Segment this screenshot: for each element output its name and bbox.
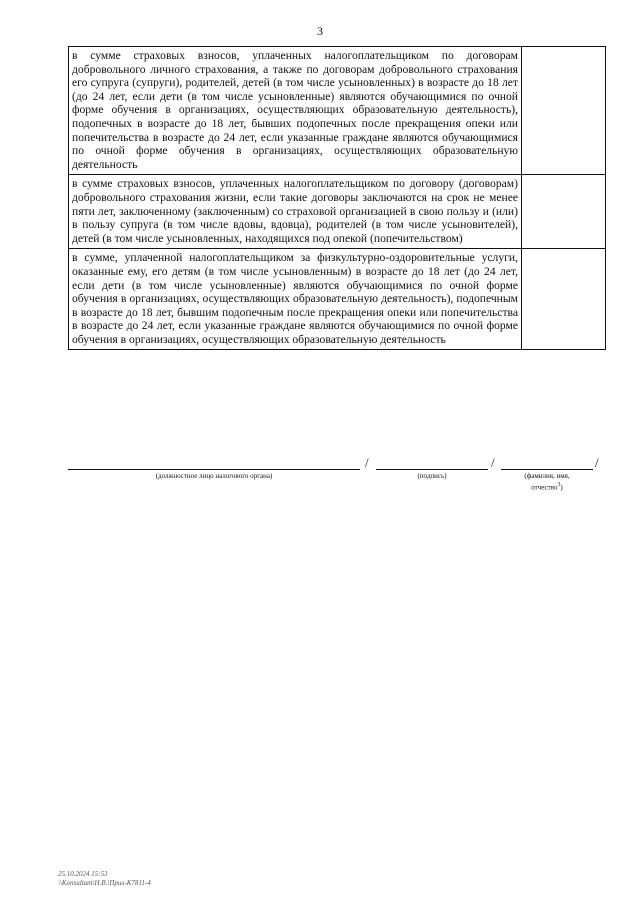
name-caption-close: ) — [560, 483, 563, 492]
official-caption: (должностное лицо налогового органа) — [155, 472, 273, 480]
name-caption-line2: отчество — [531, 483, 558, 492]
deduction-description: в сумме страховых взносов, уплаченных налогоплательщиком по договору (договорам) добровольного страхования жизни, если такие договоры заключаются на срок не менее пяти лет, заключенному (заключенным) со страховой организацией в свою пользу и (или) в пользу супруга (в том числе вдовы, вдовца), родителей (в том числе усыновителей), детей (в том числе усыновленных, находящихся под опекой (попечительством) — [69, 175, 522, 249]
separator-slash: / — [491, 455, 495, 470]
name-line — [501, 469, 593, 470]
separator-slash: / — [595, 455, 599, 470]
name-caption-line1: (фамилия, имя, — [524, 472, 570, 480]
signature-line — [376, 469, 488, 470]
official-signature-line — [68, 469, 360, 470]
name-caption — [501, 472, 593, 492]
table-row — [69, 47, 606, 175]
footnote-marker: 3 — [557, 482, 561, 488]
deduction-amount-cell — [522, 249, 606, 350]
deductions-table — [68, 46, 606, 350]
deduction-description: в сумме страховых взносов, уплаченных налогоплательщиком по договорам добровольного личного страхования, а также по договорам добровольного страхования его супруга (супруги), родителей, детей (в том числе усыновленных) в возрасте до 18 лет (до 24 лет, если дети (в том числе усыновленные) являются обучающимися по очной форме обучения в организациях, осуществляющих образовательную деятельность), подопечных в возрасте до 18 лет, бывших подопечных после прекращения опеки или попечительства в возрасте до 24 лет, если указанные граждане являются обучающимися по очной форме обучения в организациях, осуществляющих образовательную деятельность — [69, 47, 522, 175]
signature-caption: (подпись) — [417, 472, 447, 480]
deduction-amount-cell — [522, 175, 606, 249]
page-number: 3 — [317, 24, 323, 38]
footer-stamp — [58, 870, 151, 888]
separator-slash: / — [365, 455, 369, 470]
footer-doc-ref: \\Konsultant\Н.В.\Прил-К7811-4 — [58, 879, 151, 887]
footer-datetime: 25.10.2024 15:53 — [58, 870, 108, 878]
table-row — [69, 249, 606, 350]
table-row — [69, 175, 606, 249]
deduction-amount-cell — [522, 47, 606, 175]
deduction-description: в сумме, уплаченной налогоплательщиком за физкультурно-оздоровительные услуги, оказанные ему, его детям (в том числе усыновленным) в возрасте до 18 лет (до 24 лет, если дети (в том числе усыновленные) являются обучающимися по очной форме обучения в организациях, осуществляющих образовательную деятельность), подопечным в возрасте до 18 лет, бывшим подопечным после прекращения опеки или попечительства в возрасте до 24 лет, если указанные граждане являются обучающимися по очной форме обучения в организациях, осуществляющих образовательную деятельность — [69, 249, 522, 350]
